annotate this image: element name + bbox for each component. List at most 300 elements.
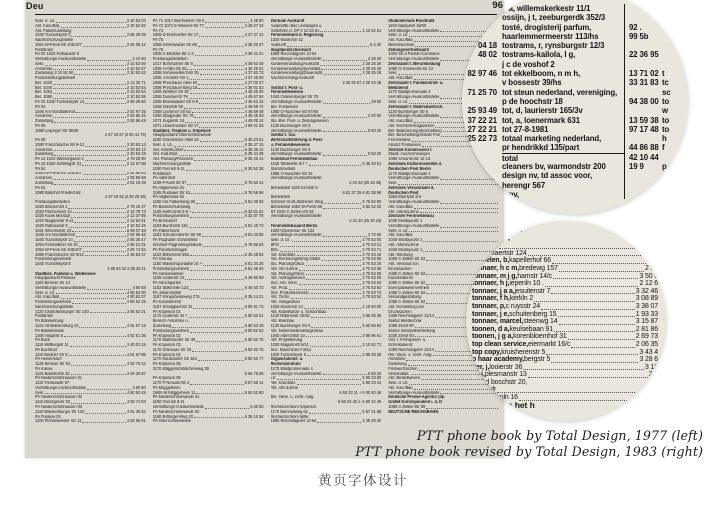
directory-line: 2 04 40 |20 34 40| [349, 181, 382, 186]
directory-line: PA Friedrichshagen [152, 247, 188, 252]
directory-line: PA Blankenfelde [35, 328, 64, 333]
directory-line: Deutsche Presse-Agentur (dp [388, 395, 445, 400]
directory-line: Nachforschungsstelle [35, 38, 74, 43]
directory-line: 1190 B-Bürgel-Weg 20 6 35 10 94 [152, 414, 264, 419]
detail-circle-1977 [462, 0, 688, 214]
directory-line: Abt. Arb./Löhne [270, 385, 298, 390]
directory-line: Stadtbez. Pankow u. Weißensee [35, 271, 96, 276]
directory-line: 1080 C-Zetkin-Str 62 [388, 300, 499, 305]
detail-1977-entry: haarlemmermeerstr 113/hs 99 5b [462, 32, 688, 41]
directory-line: Rechenzentrum [270, 362, 301, 367]
directory-line: Drucksachen [388, 266, 412, 271]
directory-line: 1162 Stillerzeile 123 6 45 50 73 [152, 285, 264, 290]
directory-line: Nachforschungsstelle [152, 161, 191, 166]
directory-line: Vermittlungs-/Auskunftsstelle [388, 200, 499, 205]
directory-line: Betriebsteil [270, 195, 291, 200]
directory-line: Postzeitungsvertrieb 6 50 52 52 [152, 328, 264, 333]
directory-line: 1180 Am Falkenberg 38 6 81 35 04 [152, 200, 264, 205]
directory-line: 1004 Str d Pariser Kommune [388, 52, 440, 57]
directory-line: Rechenzentrum Mitte [270, 414, 309, 419]
directory-line: Kontenverwaltung/Sperrbilla 2 28 26 45 [270, 66, 382, 71]
directory-line: Betriebsteil 1183 Kirchstr 6 [270, 185, 318, 190]
directory-line: Postausgabestellen [152, 57, 188, 62]
directory-line: Postausgabestellen [35, 200, 70, 205]
directory-line: Vermittlungs-/Auskunftsstelle 2 10 50 [35, 57, 146, 62]
directory-line: Stadtbez. Treptow u. Köpenick [152, 128, 211, 133]
directory-line: PA Falkenhorst [152, 228, 180, 233]
directory-line: 1055 J-Schehr-Str 1 4 37 45 00 [152, 76, 264, 81]
directory-line: Abt. Nebenstellenanlagenbau [270, 328, 323, 333]
directory-line: Auskünfte über Leistungen u. [270, 23, 323, 28]
caption-1983: PTT phone book revised by Total Design, 1983 (right) [355, 443, 703, 459]
directory-line: PA Johannisthal [152, 290, 182, 295]
directory-line: 1110 Blankenburger Str 120 4 81 36 92 [35, 409, 146, 414]
directory-line: Abt. Kad./Bild. [388, 205, 499, 210]
directory-line: PA 74 [152, 28, 164, 33]
detail-1977-entry: d nv, [462, 190, 688, 199]
directory-line: Fernmeldewesen [270, 90, 304, 95]
directory-line: Dez. Abt. Verw. 2 70 53 02 [270, 281, 382, 286]
header-rule [35, 14, 497, 15]
detail-1983-entry: aakbedr [472, 386, 658, 394]
detail-1977-entry: 71 25 70 tot steun nederland, vereniging, sc [467, 87, 671, 97]
directory-line: 1020 Fischerinsel 12 2 12 78 73 [35, 209, 146, 214]
directory-line: Schönef Groß-Ziethener Weg 6 76 82 80 [270, 200, 382, 205]
detail-1983-entry: ing w j. van, [472, 234, 510, 242]
directory-line: 1100 Pichelswerder Str 12 4 82 66 91 [35, 419, 146, 424]
directory-line: 6 81 37 25 6 81 38 69 [342, 190, 382, 195]
directory-line: Vermittlungs-/Auskunftsstelle [388, 57, 499, 62]
directory-line: 1170 P-Neruda-Str 4 6 57 58 14 [152, 381, 264, 386]
directory-line: PA Hirschgarten [152, 281, 182, 286]
directory-line: 1071 Kuglerstr 24 4 48 05 14 [152, 119, 264, 124]
directory-line: 1080 C-Zetkin-Str 62 [388, 291, 499, 296]
directory-line: 1040 Monbijoustr 1 [388, 238, 499, 243]
directory-line: PA 76 [152, 47, 164, 52]
directory-line: PA 02 1020 Rathausstr 5 [35, 52, 80, 57]
directory-line: 1568 Alt Müggelheim 11 6 50 52 80 [152, 390, 264, 395]
directory-line: 1040 Tucholskystr 14 2 85 28 47 [35, 238, 146, 243]
directory-line: 1055 Greifswalder Str 89 4 36 20 07 [152, 42, 264, 47]
directory-line: Sekr. d. Ltr. 4 80 52 00 [35, 290, 146, 295]
directory-line: PA Hessenwinkel [152, 271, 184, 276]
directory-line: 1020 Magazinstr 8-11 2 12 54 81 [35, 219, 146, 224]
directory-line: PA Niederschönhausen 02 [35, 395, 83, 400]
directory-line: BT 1040 C-Zetkin-Str 62 [270, 209, 314, 214]
directory-line: 1190 Fennstr 9-11 [152, 400, 185, 405]
directory-line: BGL 2 70 53 71 [270, 247, 382, 252]
detail-1983-entry: top copy, kruisherenstr 5 3 43 4 [472, 348, 658, 356]
directory-line: PA Altglienicke 01 [152, 185, 185, 190]
directory-line: Bel. Ökon. u. zentr. Aufg. [270, 395, 315, 400]
directory-line: 1125 Bahnhofstr 23 3 49 30 97 [35, 371, 146, 376]
directory-line: 1040 Tucholskystr 6 2 85 28 39 [35, 33, 146, 38]
detail-1977-entry: design nv, td assoc voor, [462, 171, 688, 180]
directory-line: PA 64 [35, 185, 46, 190]
directory-line: 1110 Berliner Str 8 4 81 67 85 [35, 352, 146, 357]
directory-line: Versandabt. [388, 372, 499, 377]
directory-line: Zentrale Auskunft [270, 19, 305, 23]
directory-line: 1160 Tabbertstr 6/7 + 6 35 20 01 [270, 161, 382, 166]
directory-line: 1170 Waldpromenade 4 [388, 171, 431, 176]
caption-1977: PTT phone book by Total Design, 1977 (left) [416, 428, 703, 443]
directory-line: Ber. 1054 2 10 52 54 [35, 90, 146, 95]
directory-line: Kombinat Fernmeldebau [270, 157, 318, 162]
directory-line: Kontenverwaltung/Dauerauftr. 2 28 25 29 [270, 71, 382, 76]
directory-line: PA Flughafen Schönefeld [152, 238, 198, 243]
directory-line: Sekr. d. Ltr. 2 70 53 00 [270, 238, 382, 243]
directory-line: PA Köpenick 04 [152, 352, 181, 357]
directory-line: 1080 C-Zetkin-Str 62 [388, 272, 499, 277]
directory-line: PA 08 [35, 138, 46, 143]
directory-line: Zeitungsvertriebsamt [388, 47, 429, 52]
directory-line: Kundendienst [388, 276, 413, 281]
directory-line: 1071 Uckermünder Str 17 4 69 01 63 [152, 123, 264, 128]
directory-line: 1183 Buntzelstr 116 6 81 45 73 [152, 223, 264, 228]
directory-line: 1086 O-Nuschke-Str 42 [270, 171, 313, 176]
directory-line: Zustellung 2 82 86 49 [35, 119, 146, 124]
directory-line: Fernmeldew. [388, 138, 499, 143]
directory-line: Sekr. 4 80 52 45 [35, 390, 146, 395]
directory-line: Abt. Versand von [388, 262, 419, 267]
directory-line: Bereich Annahme u. [152, 319, 189, 324]
directory-line: 2 85 53 34 2 85 29 11 [107, 266, 146, 271]
directory-line: Sekr. d. Ltr. 6 35 47 15 [152, 142, 264, 147]
detail-1983-rows [472, 227, 658, 409]
directory-line: Abt. Paketzustellung [35, 28, 72, 33]
directory-line: 1054 W-Pieck-Str 105/107 2 82 74 84 [35, 247, 146, 252]
directory-line: Abt. Kad./Bild. 2 20 52 92 [35, 23, 146, 28]
directory-line: Vermittlungs-/Auskunftsstelle 4 80 50 [35, 385, 146, 390]
directory-line: Annahme 2 10 52 57 [35, 66, 146, 71]
detail-1983-entry: toonen, j g a, korenbloemhof 31 2 69 73 [472, 333, 658, 341]
directory-line: Zentralamt f. Materialwirtsch. [388, 104, 444, 109]
directory-line: 1180 Wassersportallee 24 + 6 81 34 25 [152, 262, 264, 267]
detail-1977-entry: 04 18 tostrams, r, rynsburgstr 12/3 [462, 41, 688, 50]
detail-1977-rows [462, 4, 688, 199]
directory-line: Dez. Maschinen Fuhrp. [270, 347, 312, 352]
directory-line: Abt. Kabelkanal- u. Schachtbau [270, 309, 327, 314]
directory-line: Abt. Auftragswesen 2 70 53 29 [270, 276, 382, 281]
directory-line: 1165 Lindenstr 23 6 48 90 59 [152, 276, 264, 281]
directory-line: 1040 Monbijoustr 1 [388, 248, 499, 253]
directory-line: 1195 Kiefholzstr 5-9 + 6 32 81 81 [152, 209, 264, 214]
directory-line: Postzeitungsvertrieb 4 80 52 25 [35, 300, 146, 305]
directory-line: Vermittlungs-/Auskunftsstelle 6 50 20 [270, 371, 382, 376]
detail-1983-entry: toonen, d a, keulsebaan 91 2 81 86 [472, 325, 658, 333]
directory-line: Drucksachen [388, 309, 412, 314]
directory-line: Abt. Kad./Bild. [388, 38, 499, 43]
directory-line: Stu.-Ber. Post- u. Zeitungswesen [270, 119, 329, 124]
directory-line: 1021 Weichselstr 23 5 89 07 58 [35, 228, 146, 233]
directory-line: 1170 Bammelweg 62 6 57 21 88 [270, 409, 382, 414]
directory-line: Vermittlungs-/Auskunftsstelle 2 28 20 [270, 57, 382, 62]
directory-column [153, 19, 264, 455]
detail-1977-entry: tosté, drogisterij parfum, 92 . [462, 23, 688, 32]
directory-line: 1080 Französische Str 9-12 2 20 53 13 [35, 142, 146, 147]
directory-line: 1017 Bornholmer Str 6 4 48 53 48 [152, 61, 264, 66]
directory-line: Abt. Recht/Vertragswesen [388, 124, 499, 129]
directory-line: Vermittlungs-/Auskunftsstelle [388, 29, 499, 34]
directory-line: 1040 Am Nordbahnhof 2 82 97 25 [35, 109, 146, 114]
directory-line: Postämter [152, 171, 171, 176]
directory-line: Abt. Kad./Bild. 6 35 44 38 [152, 152, 264, 157]
detail-1977-entry: 25 93 49 tot, d, laurierstr 165/3v w [467, 106, 668, 116]
directory-line: Sekr. d. Ltr. [388, 229, 499, 234]
directory-line: Sektor Stempelherstellung [388, 328, 436, 333]
directory-line: Abt. Kad./Bild. [388, 119, 499, 124]
directory-line: 1162 Bölschestr 89a 6 45 28 82 [152, 252, 264, 257]
directory-line: 1058 Lychener Str 52 4 48 59 48 [152, 109, 264, 114]
detail-1977-entry: j c de voshof 2 [462, 60, 688, 69]
directory-line: VSt. f. Fernsprech- u. [388, 338, 427, 343]
directory-line: PA 43 1020 Schillingstr 31 2 12 57 88 [35, 161, 146, 166]
detail-1977-entry: ossijn, j t, zeeburgerdk 352/3 [462, 13, 688, 22]
directory-line: PA 75 [152, 38, 164, 43]
directory-line: PA Buch [35, 338, 51, 343]
directory-line: 1190 Fennstr 9-11 6 30 52 38 [152, 166, 264, 171]
detail-1977-entry: 48 02 tostrams-kailola, l g, 22 36 95 [462, 50, 688, 59]
directory-line: 1954 Ebertystr 2/4 [388, 195, 421, 200]
directory-line: 1066 Scharrenstr 12-13. [388, 157, 432, 162]
detail-1977-entry: 82 97 46 tot ekkelboom, n m h, 13 71 02 t [467, 69, 665, 79]
directory-line: PA Altglienicke 02 [152, 195, 185, 200]
directory-line: Abt. Kad./Bild. 2 70 53 40 [270, 252, 382, 257]
directory-line: 1040 Am Nordbahnhof 2 82 86 46 [35, 233, 146, 238]
directory-line: Zustellung 2 81 19 39 [35, 181, 146, 186]
directory-line: Abt. Projektierung [270, 338, 303, 343]
directory-line: 1125 Berliner Str 84 4 82 75 22 [35, 362, 146, 367]
directory-line: PA 04 [35, 104, 46, 109]
directory-line: PA Niederschönhausen 03 [35, 405, 83, 410]
directory-line: Abt. Bestellwesen [388, 376, 499, 381]
directory-line: PA Köpenick 05 [152, 362, 181, 367]
directory-line: Annahme 2 20 53 12 [35, 147, 146, 152]
directory-line: Sektor Meßtechnik [388, 319, 422, 324]
directory-column [35, 19, 146, 455]
directory-line: 1187 Schappachstr 22 6 85 81 72 [152, 304, 264, 309]
directory-line: 1080 Reichstagufer 12-54 2 28 26 30 [270, 419, 382, 424]
directory-line: PA Heinersdorf [35, 357, 62, 362]
detail-1977-entry: herengr 567 [462, 181, 688, 190]
directory-line: Betriebsteil 1054 W-Pieck-Str 2 82 62 22 [270, 204, 382, 209]
directory-line: Hauptpostamt Pankow [35, 276, 76, 281]
directory-line: Ber. 1080 2 10 52 55 [35, 95, 146, 100]
directory-line: 1020 Klosterstr 44 2 10 54 00 [270, 304, 382, 309]
figure-captions [355, 428, 703, 459]
directory-line: 6 50 23 11 + 6 50 40 46 [339, 390, 382, 395]
detail-1983-entry: tonnaer, marcel, steenwg 14 3 15 87 [472, 318, 658, 326]
directory-line: 1055 Wörther Str 30 4 48 45 36 [152, 90, 264, 95]
detail-1983-entry: tonnaer, p, c ruysstr 24 3 38 07 [472, 302, 658, 310]
directory-line: PA Karolinenhof [152, 300, 182, 305]
detail-1983-entry: k-guelen, b, kapellerhof 66 1 0. [472, 257, 658, 265]
directory-line: 6 50 23 40 o. 6 50 42 46 [338, 400, 382, 405]
directory-line: PA 14 1020 Wassergasse 1 2 79 28 90 [35, 157, 146, 162]
directory-line: 1120 Charlottenburger Str 140 3 65 52 31 [35, 309, 146, 314]
directory-line: BPO 2 70 53 21 [270, 242, 382, 247]
directory-line: PA Baumschulenweg [152, 204, 191, 209]
directory-columns [35, 19, 499, 455]
detail-1977-entry: 37 22 21 tot, a, loenermark 631 13 59 38 to [467, 115, 670, 125]
directory-line: Zustellung [388, 362, 499, 367]
directory-line: 1170 Grünauer Str 20 6 50 32 76 [152, 347, 264, 352]
directory-line: 1170 Lindenstr 42 + 6 50 52 51 [152, 314, 264, 319]
directory-line: 1058 Stargarder Str 79 4 48 48 20 [152, 114, 264, 119]
directory-line: Organisations- u. [270, 357, 304, 362]
directory-line: PA Köpenick 06 [152, 376, 181, 381]
detail-1983-entry: lif gebr op het h [472, 399, 535, 410]
directory-line: 1040 Albrechtstr 10 2 85 96 61 [270, 333, 382, 338]
directory-line: Zentralamt f. Funkkontroll- u. [388, 80, 444, 85]
directory-line: Nachforschungsstelle [35, 304, 74, 309]
directory-line: 1080 C-Zetkin-Str 62 [388, 281, 499, 286]
directory-line: PA Niederschöneweide 01 [152, 395, 200, 400]
directory-line: Sekr. d. Ltr. [388, 381, 499, 386]
directory-line: Ber. 1020 2 12 30 71 [35, 80, 146, 85]
directory-line: 2 21 40 |20 30 10| [349, 219, 382, 224]
directory-column [271, 19, 382, 455]
directory-line: 1080 Zinstr 60 [388, 324, 499, 329]
directory-line: Sekr. [388, 71, 499, 76]
detail-1983-entry: per, j, looierstr 36 3 12 [472, 363, 658, 371]
detail-1983-entry: tonnaer, f h, kerkln 2 3 08 89 [472, 295, 658, 303]
directory-line: Zentrales Kulturensemble d. [388, 161, 442, 166]
detail-1983-entry: top clean service, eiermarkt 16/c 2 06 35 [472, 340, 658, 348]
directory-line: Abt. Arbeit/Löhne [388, 242, 419, 247]
directory-line: Vermittlungs-/Auskunftsstelle [388, 114, 499, 119]
directory-line: Abt. Arb./Löhne 2 70 53 36 [270, 266, 382, 271]
directory-line: 1080 Reichstagufer 12/14 [388, 348, 499, 353]
directory-line: Stammbetrieb [270, 166, 296, 171]
directory-line: Vermittlungs-/Auskunftsstelle 28 50 [270, 100, 382, 104]
directory-line: Versandgestaltung [388, 295, 422, 300]
directory-line: PA Köpenick 01 [152, 309, 181, 314]
directory-line: PA Niederschöneweide 02 [152, 409, 200, 414]
directory-line: Schönef Flughafengebäude 6 78 86 63 [152, 242, 264, 247]
directory-line: Abt. Anlagenbau [270, 300, 300, 305]
directory-line: Annahme [388, 357, 499, 362]
directory-line: 1183 Schulzendorfer Str 66 6 81 43 85 [152, 233, 264, 238]
directory-line: 1160 Nalepastr 18/50 [388, 23, 427, 28]
directory-line: 2 28 25 57 2 28 24 48 [342, 80, 382, 85]
directory-line: Postämter [35, 47, 54, 52]
directory-line: PA 06 [35, 123, 46, 128]
directory-line: 1055 C-Blümke-Str 1-3 4 36 41 01 [152, 52, 264, 57]
directory-line: 1020 Magazinstr 9/11 2 10 52 71 [270, 343, 382, 348]
directory-line: 1130 Buchberger Str 6 5 50 56 84 [270, 324, 382, 328]
detail-1983-entry: e, p, roffaertstr 124 2 [472, 249, 658, 257]
directory-line: 1080 Französische Str 9/12 2 36 53 37 [35, 252, 146, 257]
directory-line: 1030 Zinstr 60 [388, 334, 499, 339]
detail-1983-entry: tonnaer, j e, schuitenberg 15 1 93 33 [472, 310, 658, 318]
directory-line: 1080 C-Zetkin-Str 89 [388, 405, 499, 410]
directory-line: Postämter [35, 314, 54, 319]
directory-line: Abt. Kad./Bild. 6 50 23 41 [270, 381, 382, 386]
directory-line: 1115 Wiltbergstr 11 3 40 01 15 [35, 343, 146, 348]
directory-line: Vermittlungs-/Auskunftsstelle [388, 391, 499, 396]
directory-line: Sekr. d. Ltr. [388, 100, 499, 105]
detail-1983-entry: tonnaer, h j, iepenln 10 . 2 12 6 [472, 280, 658, 288]
directory-line: Sekr. d. Ltr. [388, 33, 499, 38]
directory-line: 1108 Hauptstr 5 4 82 61 35 [35, 333, 146, 338]
detail-1977-entry: v bossestr 39/hs 33 31 83 tc [502, 78, 669, 88]
directory-line: PA Adlershof [152, 176, 176, 181]
directory-line: Dez. Produktionsvorb. 2 70 53 73 [270, 290, 382, 295]
directory-line: Institut f. soz. [270, 133, 297, 138]
directory-line: Abt. Kad./Bild. [388, 386, 499, 391]
directory-line: PA Buchholz [35, 347, 58, 352]
directory-line: 1122 Alt-Blankenburg 43 4 81 67 19 [35, 324, 146, 328]
directory-line: Zentralamt f. Berufsbildung [388, 61, 441, 66]
directory-line: 1080 O-Grotewohl-Str 13 [388, 66, 433, 71]
directory-line: 1055 Prenzlauer Berg 18 4 36 01 53 [152, 85, 264, 90]
directory-line: Postzustellungsbetrieb [35, 76, 76, 81]
detail-1977-entry: 27 22 21 tot 27-8-1981 97 17 48 to [467, 124, 670, 134]
detail-circle-1983 [466, 221, 666, 421]
directory-line: 1199 P-Kast-Str 57 6 76 50 41 [152, 181, 264, 186]
directory-line: Postzeitungsvertrieb 6 81 46 26 [152, 266, 264, 271]
detail-1983-entry: tonnaer, h c m, bredewg 157 2 81 [472, 264, 658, 272]
directory-line: Abt. Techn. 2 70 53 54 [270, 295, 382, 300]
directory-line: 1055 Immanuelkirchstr 35 4 37 52 73 [152, 71, 264, 76]
directory-line: 1054 Fehrbelliner Str 30 2 85 21 31 [35, 242, 146, 247]
directory-line: 1055 Prenzlauer Allee 54 4 37 00 27 [152, 80, 264, 85]
directory-line: Postzeitungsvertrieb [35, 257, 72, 262]
directory-line: Deutschen Post Berlin [388, 166, 431, 171]
directory-line: 1170 Waldpromenade 4 [270, 366, 313, 371]
directory-line: 1170 Müggelschlößchenweg 38 [152, 366, 209, 371]
detail-1983-entry: do, vd boschstr 20, [472, 378, 528, 386]
directory-line: Abt. Prod. 2 70 53 82 [270, 285, 382, 290]
directory-line: 1058 Eberswalder Str 6-9 4 48 52 34 [152, 100, 264, 104]
directory-line: Zustellung 6 50 53 19 [152, 324, 264, 328]
directory-line: 1054 W-Pieck-Str 105/107 2 82 89 83 [35, 171, 146, 176]
directory-line: DEUTSCHE REICHSBAHN [388, 409, 439, 414]
directory-line: 1020 Köpenicker Str 122 [270, 228, 315, 233]
directory-line: PA 72 1071 E-Weinert-Str 77 4 48 27 24 [152, 23, 264, 28]
directory-line: Ber. Bilanzierung Beschaffung [388, 129, 499, 134]
directory-line: 1185 Rudower Str 61 6 76 58 96 [152, 190, 264, 195]
directory-line: 1054 W-Pieck-Str 105/107 2 82 09 12 [35, 42, 146, 47]
detail-1977-entry: pr hendrikkd 135/part 44 86 88 f [502, 143, 665, 153]
directory-line: 1130 Buchberger Str 6 [270, 123, 311, 128]
directory-line: Abt. Kad./Bild. [388, 76, 499, 81]
directory-line: 1040 Tucholskystr 6 2 85 29 35 [270, 352, 382, 357]
directory-line: 6 56 78 95 [244, 371, 264, 376]
directory-line: 1080 O-Nuschke-Str 67/68 [270, 109, 318, 114]
directory-line: Annahme 2 82 86 45 [35, 114, 146, 119]
directory-line: Gebühren d. DP 2 12 53 51 2 12 52 51 [270, 28, 382, 33]
detail-1977-entry: p de hoochstr 18 94 38 00 to [502, 96, 670, 106]
directory-line: PA Pankow 02 [35, 414, 61, 419]
directory-line: Rel. Ökon. u. zentr. Aufg. [388, 353, 499, 358]
directory-line: Vermittlungs-/Auskunftsstelle 6 30 50 [152, 405, 264, 409]
directory-line: Abt. Kleinbau [270, 319, 295, 324]
detail-1983-entry: choor 17 [472, 242, 658, 250]
directory-line: PA Oberschöneweide [152, 419, 191, 424]
directory-line: 1170 Mahlsdorfer Str 39 6 50 52 75 [152, 338, 264, 343]
directory-line: 1020 Brückenstr 1 2 79 15 37 [35, 204, 146, 209]
detail-1977-entry: 25 22 73 totaal marketing nederland, h [467, 134, 667, 144]
directory-line: 2 67 10 67 |2 00 41 79| [104, 133, 146, 138]
page-section-label: Deu [26, 1, 44, 11]
directory-line: Sekr. [388, 181, 499, 186]
directory-line: Vermittlungs-/Auskunftsstelle 5 53 20 [270, 152, 382, 157]
directory-line: 1110 Dietzgenstr 63 4 82 74 83 [35, 400, 146, 405]
directory-line: 1170 Waldpromenade 4 [388, 90, 431, 95]
directory-line: 1080 C-Zetkin-Str 62 [388, 257, 499, 262]
